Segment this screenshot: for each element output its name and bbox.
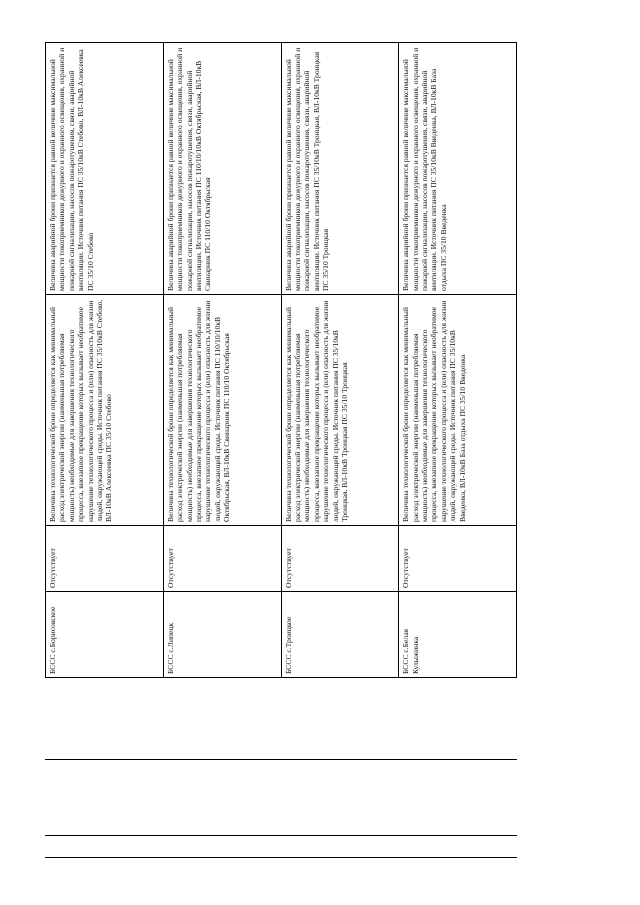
- emergency-reserve-cell: Величина аварийной брони признается равной величине максимальной мощности токоприемников дежурного и охранного освещения, охранной и пожарной сигнализации, насосов пожаротушения, связи, аварийной вентиляции. Источник питания ПС 35/10кВ Стебово, ВЛ-10кВ Алексеевка ПС 35/10 Стебово: [46, 43, 164, 295]
- tech-reserve-cell: Величина технологической брони определяется как минимальный расход электрической энергии (наименьшая потребляемая мощность) необходимые для завершения технологического процесса, внезапное прекращение которых вызывает необратимое нарушение технологического процесса и (или) опасность для жизни людей, окружающей среды. Источник питания ПС 35/10кВ Введенка, ВЛ-10кВ База отдыха ПС 35/10 Введенка: [399, 295, 517, 526]
- status-cell: Отсутствует: [399, 526, 517, 592]
- tech-reserve-cell: Величина технологической брони определяется как минимальный расход электрической энергии (наименьшая потребляемая мощность) необходимые для завершения технологического процесса, внезапное прекращение которых вызывает необратимое нарушение технологического процесса и (или) опасность для жизни людей, окружающей среды. Источник питания ПС 35/10кВ Троицкая, ВЛ-10кВ Троицкая ПС 35/10 Троицкая: [281, 295, 399, 526]
- reserve-table: [45, 42, 517, 678]
- emergency-reserve-cell: Величина аварийной брони признается равной величине максимальной мощности токоприемников дежурного и охранного освещения, охранной и пожарной сигнализации, насосов пожаротушения, связи, аварийной вентиляции. Источник питания ПС 35/10кВ Троицкая, ВЛ-10кВ Троицкая ПС 35/10 Троицкая: [281, 43, 399, 295]
- divider-line: [45, 835, 517, 836]
- divider-line: [45, 857, 517, 858]
- divider-line: [45, 759, 517, 760]
- status-cell: Отсутствует: [46, 526, 164, 592]
- object-name-cell: БССС с.Белая Кулыжинка: [399, 592, 517, 678]
- status-cell: Отсутствует: [281, 526, 399, 592]
- object-name-cell: БССС с.Липецк: [163, 592, 281, 678]
- emergency-reserve-cell: Величина аварийной брони признается равной величине максимальной мощности токоприемников дежурного и охранного освещения, охранной и пожарной сигнализации, насосов пожаротушения, связи, аварийной вентиляции. Источник питания ПС 110/10/10кВ Октябрьская, ВЛ-10кВ Свинарник ПС 110/10 Октябрьская: [163, 43, 281, 295]
- object-name-cell: БССС с.Троицкое: [281, 592, 399, 678]
- status-cell: Отсутствует: [163, 526, 281, 592]
- table-row: [399, 43, 517, 678]
- object-name-cell: БССС с.Борисовское: [46, 592, 164, 678]
- emergency-reserve-cell: Величина аварийной брони признается равной величине максимальной мощности токоприемников дежурного и охранного освещения, охранной и пожарной сигнализации, насосов пожаротушения, связи, аварийной вентиляции. Источник питания ПС 35/10кВ Введенка, ВЛ-10кВ База отдыха ПС 35/10 Введенка: [399, 43, 517, 295]
- table-row: [281, 43, 399, 678]
- tech-reserve-cell: Величина технологической брони определяется как минимальный расход электрической энергии (наименьшая потребляемая мощность) необходимые для завершения технологического процесса, внезапное прекращение которых вызывает необратимое нарушение технологического процесса и (или) опасность для жизни людей, окружающей среды. Источник питания ПС 35/10кВ Стебово, ВЛ-10кВ Алексеевка ПС 35/10 Стебово: [46, 295, 164, 526]
- table-row: [46, 43, 164, 678]
- table-row: [163, 43, 281, 678]
- rotated-table-container: [45, 43, 517, 678]
- tech-reserve-cell: Величина технологической брони определяется как минимальный расход электрической энергии (наименьшая потребляемая мощность) необходимые для завершения технологического процесса, внезапное прекращение которых вызывает необратимое нарушение технологического процесса и (или) опасность для жизни людей, окружающей среды. Источник питания ПС 110/10/10кВ Октябрьская, ВЛ-10кВ Свинарник ПС 110/10 Октябрьская: [163, 295, 281, 526]
